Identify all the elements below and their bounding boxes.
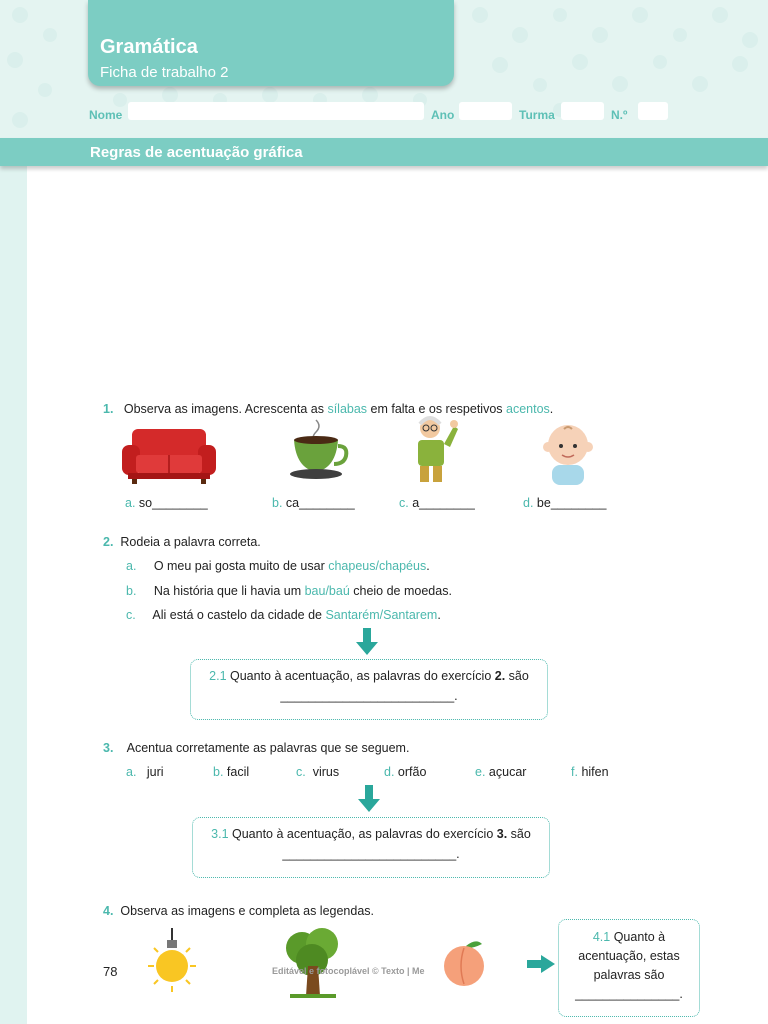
coffee-cup-icon (288, 418, 350, 484)
word-choice-santarem[interactable]: Santarém/Santarem (325, 608, 438, 622)
baby-icon (540, 423, 596, 487)
turma-label: Turma (519, 108, 555, 122)
page-number: 78 (103, 964, 118, 979)
turma-field[interactable] (561, 102, 604, 120)
ex3-item-c: c. virus (296, 765, 340, 779)
peach-icon (440, 938, 490, 988)
ex2-item-a: a. O meu pai gosta muito de usar chapeus/chapéus. (126, 559, 430, 573)
ex1-item-c: c. a________ (399, 496, 475, 510)
nome-field[interactable] (128, 102, 424, 120)
ex2-instruction: 2. Rodeia a palavra correta. (103, 535, 261, 549)
arrow-down-icon (356, 628, 378, 656)
answer-box-3-1[interactable]: 3.1 Quanto à acentuação, as palavras do exercício 3. são _________________________. (192, 817, 550, 878)
ex3-instruction: 3. Acentua corretamente as palavras que se seguem. (103, 741, 410, 755)
section-title: Regras de acentuação gráfica (90, 144, 303, 161)
ano-field[interactable] (459, 102, 512, 120)
word-choice-chapeus[interactable]: chapeus/chapéus (328, 559, 427, 573)
grandfather-icon (408, 414, 464, 486)
arrow-right-icon (527, 955, 555, 973)
tree-icon (282, 926, 344, 998)
ex4-instruction: 4. Observa as imagens e completa as legendas. (103, 904, 375, 918)
ex1-item-b: b. ca________ (272, 496, 355, 510)
arrow-down-icon (358, 785, 380, 813)
answer-box-4-1[interactable]: 4.1 Quanto à acentuação, estas palavras são _______________. (558, 919, 700, 1017)
ano-label: Ano (431, 108, 455, 122)
page-subtitle: Ficha de trabalho 2 (100, 64, 229, 81)
left-strip (0, 165, 27, 1024)
footer-text: Editável e fotocoplável © Texto | Me (272, 966, 425, 976)
ex1-item-a: a. so________ (125, 496, 208, 510)
sofa-icon (122, 425, 216, 485)
ex2-item-b: b. Na história que li havia um bau/baú cheio de moedas. (126, 584, 452, 598)
answer-line: _________________________. (282, 847, 460, 861)
numero-field[interactable] (638, 102, 668, 120)
answer-line: _______________. (575, 987, 683, 1001)
light-bulb-icon (146, 928, 198, 994)
ex3-item-d: d. orfão (384, 765, 427, 779)
answer-line: _________________________. (280, 689, 458, 703)
ex3-item-f: f. hifen (571, 765, 609, 779)
ex3-item-b: b. facil (213, 765, 250, 779)
answer-box-2-1[interactable]: 2.1 Quanto à acentuação, as palavras do exercício 2. são _________________________. (190, 659, 548, 720)
numero-label: N.º (611, 108, 628, 122)
word-choice-bau[interactable]: bau/baú (304, 584, 350, 598)
nome-label: Nome (89, 108, 123, 122)
ex3-item-e: e. açucar (475, 765, 527, 779)
ex3-item-a: a. juri (126, 765, 164, 779)
ex2-item-c: c. Ali está o castelo da cidade de Santarém/Santarem. (126, 608, 441, 622)
page-title: Gramática (100, 36, 198, 58)
ex1-item-d: d. be________ (523, 496, 607, 510)
ex1-instruction: 1. Observa as imagens. Acrescenta as sílabas em falta e os respetivos acentos. (103, 402, 554, 416)
